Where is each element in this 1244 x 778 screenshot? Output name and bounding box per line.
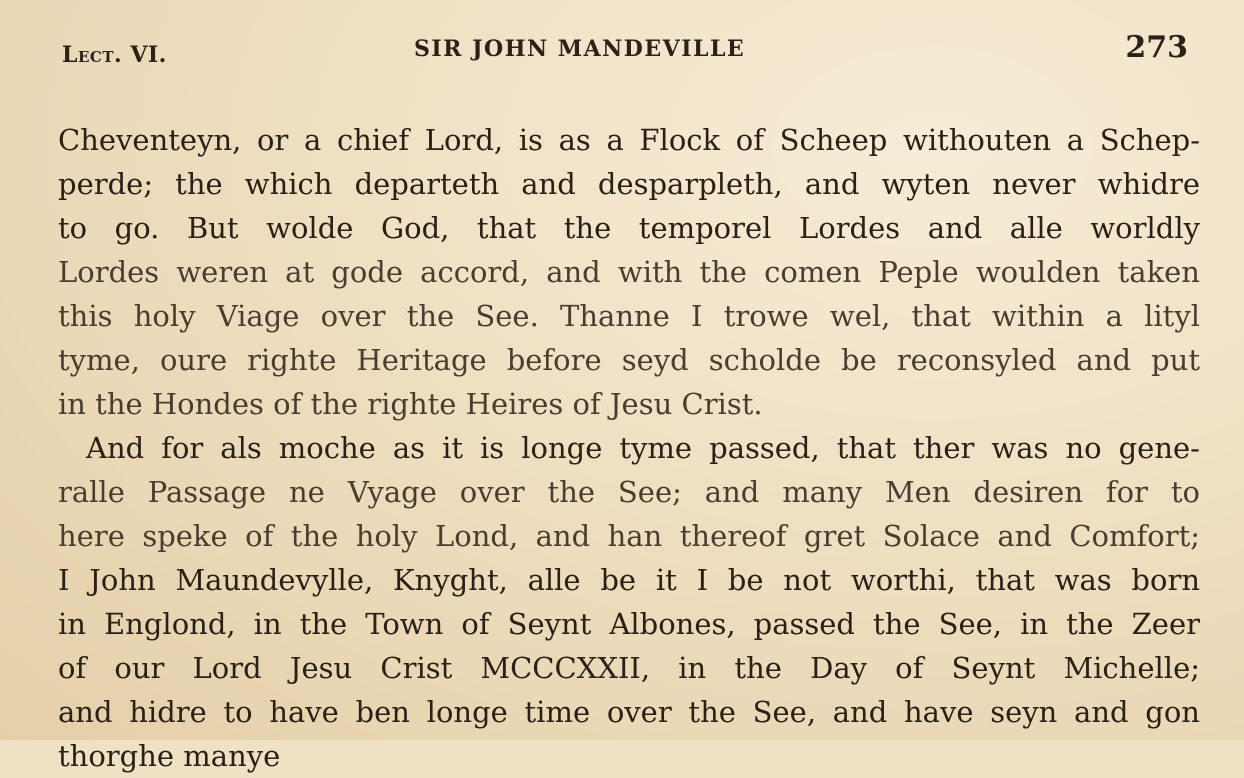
text-line: this holy Viage over the See. Thanne I trowe wel, that within a lityl [58,299,1200,333]
text-line: Cheventeyn, or a chief Lord, is as a Flock of Scheep withouten a Schep- [58,123,1200,157]
text-line: in Englond, in the Town of Seynt Albones, passed the See, in the Zeer [58,607,1200,641]
text-line: and hidre to have ben longe time over the See, and have seyn and gon [58,695,1200,729]
text-line: thorghe manye [58,739,281,773]
paragraph-1 [58,118,1200,426]
text-line: ralle Passage ne Vyage over the See; and many Men desiren for to [58,475,1200,509]
body-text [58,118,1200,773]
text-line: of our Lord Jesu Crist MCCCXXII, in the Day of Seynt Michelle; [58,651,1200,685]
text-line: tyme, oure righte Heritage before seyd scholde be reconsyled and put [58,343,1200,377]
lecture-label: Lect. VI. [62,42,167,68]
page-number: 273 [1125,30,1188,65]
paragraph-2 [58,426,1200,773]
running-head [0,28,1244,68]
text-line: perde; the which departeth and desparpleth, and wyten never whidre [58,167,1200,201]
page-title: SIR JOHN MANDEVILLE [414,36,746,62]
text-line: Lordes weren at gode accord, and with the comen Peple woulden taken [58,255,1200,289]
text-line: I John Maundevylle, Knyght, alle be it I be not worthi, that was born [58,563,1200,597]
text-line: to go. But wolde God, that the temporel Lordes and alle worldly [58,211,1200,245]
text-line: And for als moche as it is longe tyme passed, that ther was no gene- [86,431,1200,465]
text-line: here speke of the holy Lond, and han thereof gret Solace and Comfort; [58,519,1200,553]
text-line: in the Hondes of the righte Heires of Jesu Crist. [58,387,763,421]
